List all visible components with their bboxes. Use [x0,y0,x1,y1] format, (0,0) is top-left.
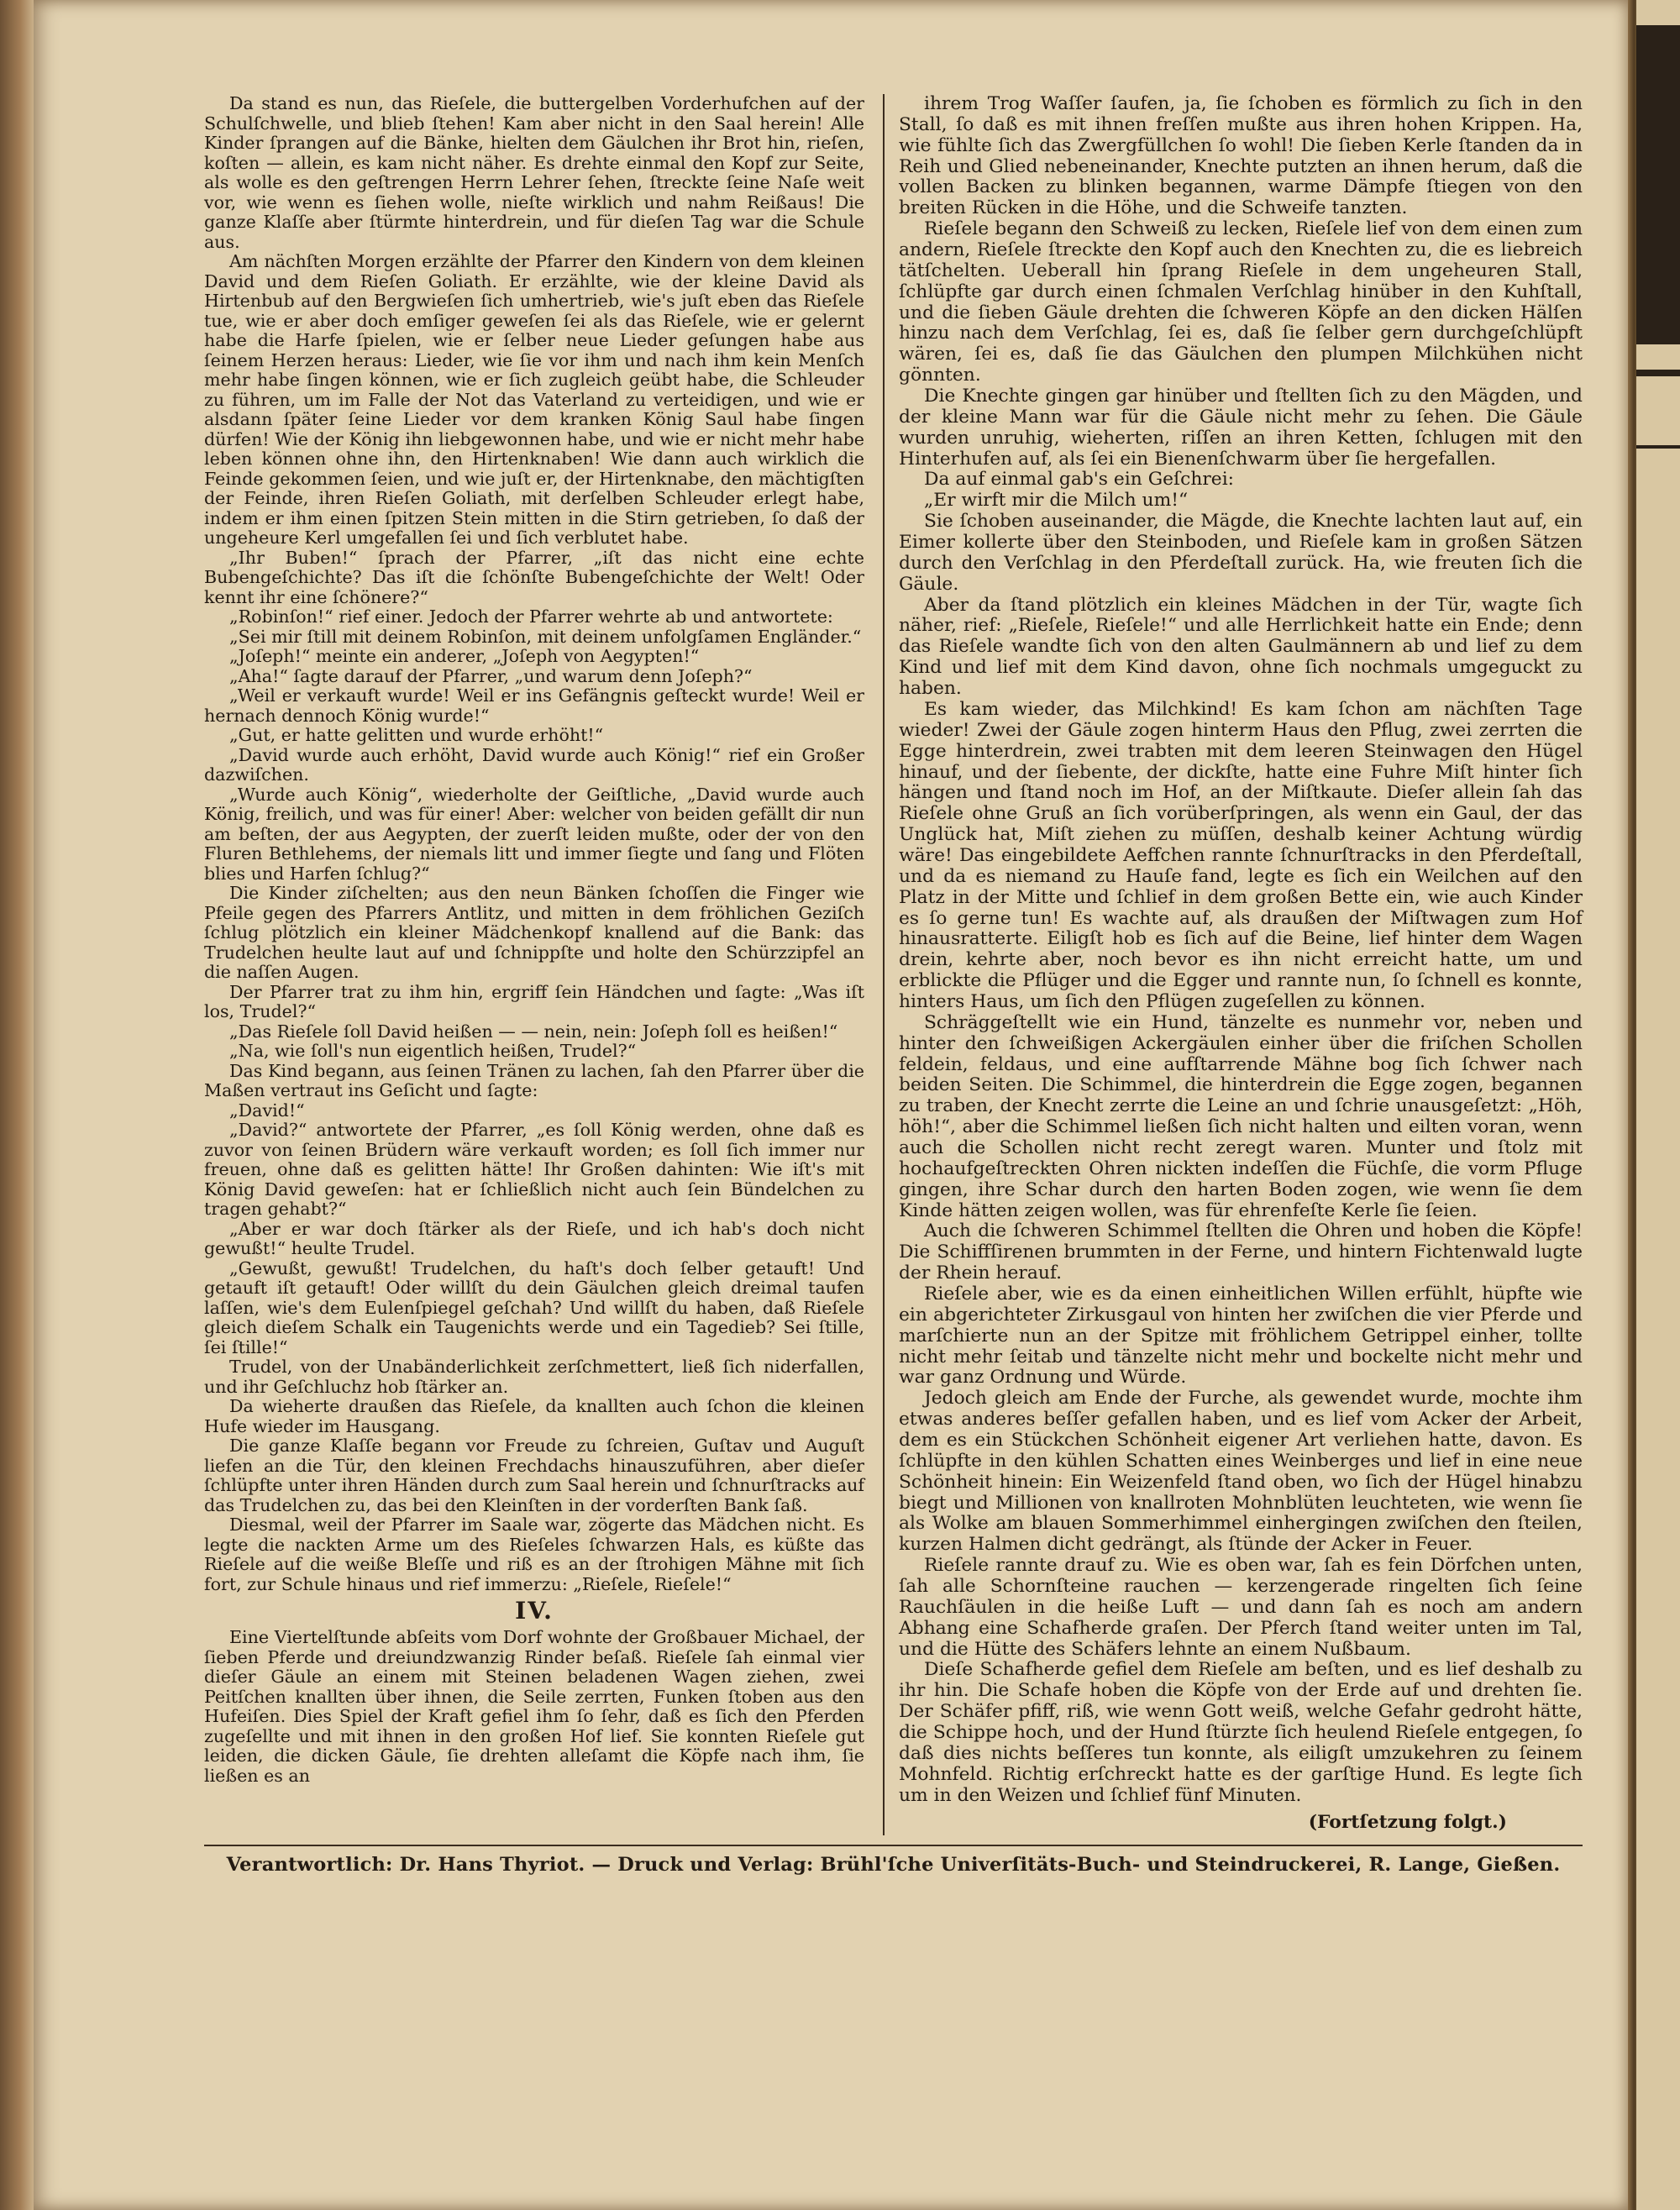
paragraph: „Aber er war doch ſtärker als der Rieſe, und ich hab's doch nicht gewußt!“ heulte Trudel. [204,1218,864,1258]
continuation-note: (Fortſetzung folgt.) [1308,1812,1507,1834]
paragraph: „Er wirft mir die Milch um!“ [924,490,1189,512]
paragraph: „Weil er verkauft wurde! Weil er ins Gefängnis geſteckt wurde! Weil er hernach dennoch König wurde!“ [204,685,864,726]
adjacent-page-dark-block [1636,25,1680,344]
paragraph: „Gewußt, gewußt! Trudelchen, du haſt's doch ſelber getauft! Und getauft iſt getauft! Oder willſt du dein Gäulchen gleich dreimal taufen laſſen, wie's dem Eulenſpiegel geſchah? Und willſt du haben, daß Rieſele gleich dieſem Schalk ein Taugenichts werde und ein Tagedieb? Sei ſtille, ſei ſtille!“ [204,1257,864,1357]
paragraph: Die Kinder ziſchelten; aus den neun Bänken ſchoſſen die Finger wie Pfeile gegen des Pfarrers Antlitz, und mitten in dem fröhlichen Geziſch ſchlug plötzlich ein kleiner Mädchenkopf knallend auf die Bank: das Trudelchen heulte laut auf und ſchnippſte und holte den Schürzzipfel an die naſſen Augen. [204,883,864,982]
adjacent-page-rule [1636,445,1680,449]
paragraph: Es kam wieder, das Milchkind! Es kam ſchon am nächſten Tage wieder! Zwei der Gäule zogen hinterm Haus den Pflug, zwei zerrten die Egge hinterdrein, zwei trabten mit dem leeren Steinwagen den Hügel hinauf, und der ſiebente, der dickſte, hatte eine Fuhre Miſt hinter ſich hängen und ſtand noch im Hof, an der Miſtkaute. Dieſer allein ſah das Rieſele ohne Gruß an ſich vorüberſpringen, als wenn ein Gaul, der das Unglück hat, Miſt ziehen zu müſſen, deshalb keiner Achtung würdig wäre! Das eingebildete Aeffchen rannte ſchnurſtracks in den Pferdeſtall, und da es niemand zu Hauſe fand, legte es ſich ein Weilchen auf den Platz in der Mitte und ſchlief in dem großen Bette ein, wie auch Kinder es ſo gerne tun! Es wachte auf, als draußen der Miſtwagen zum Hof hinausratterte. Eiligſt hob es ſich auf die Beine, lief hinter dem Wagen drein, kehrte aber, noch bevor es ihn nicht erreicht hatte, um und erblickte die Pflüger und die Egger und rannte nun, ſo ſchnell es konnte, hinters Haus, um ſich den Pflügen zugeſellen zu können. [899,698,1583,1012]
paragraph: „Robinſon!“ rief einer. Jedoch der Pfarrer wehrte ab und antwortete: [229,606,833,627]
paragraph: „Sei mir ſtill mit deinem Robinſon, mit deinem unfolgſamen Engländer.“ [229,626,862,647]
paragraph: „Wurde auch König“, wiederholte der Geiſtliche, „David wurde auch König, freilich, und was für einer! Aber: welcher von beiden gefällt dir nun am beſten, der aus Aegypten, der zuerſt leiden mußte, oder der von den Fluren Bethlehems, der niemals litt und immer ſiegte und ſang und Flöten blies und Harfen ſchlug?“ [204,784,864,884]
paragraph: Schräggeſtellt wie ein Hund, tänzelte es nunmehr vor, neben und hinter den ſchweißigen Ackergäulen einher über die friſchen Schollen feldein, feldaus, und eine aufſtarrende Mähne bog ſich ſchwer nach beiden Seiten. Die Schimmel, die hinterdrein die Egge zogen, begannen zu traben, der Knecht zerrte die Leine an und ſchrie unausgeſetzt: „Höh, höh!“, aber die Schimmel ließen ſich nicht halten und eilten voran, wenn auch die Schollen nicht recht zeregt waren. Munter und ſtolz mit hochaufgeſtreckten Ohren nickten indeſſen die Füchſe, die vorm Pfluge gingen, ihre Schar durch den harten Boden zogen, wie wenn ſie dem Kinde hätten zeigen wollen, was für ehrenfeſte Kerle ſie ſeien. [899,1011,1583,1221]
paragraph: ihrem Trog Waſſer ſaufen, ja, ſie ſchoben es förmlich zu ſich in den Stall, ſo daß es mit ihnen freſſen mußte aus ihren hohen Krippen. Ha, wie fühlte ſich das Zwergfüllchen ſo wohl! Die ſieben Kerle ſtanden da in Reih und Glied nebeneinander, Knechte putzten an ihnen herum, daß die vollen Backen zu blinken begannen, warme Dämpfe ſtiegen von den breiten Rücken in die Höhe, und die Schweife tanzten. [899,93,1583,219]
left-paragraphs-after-heading [204,1628,864,1786]
paragraph: „Joſeph!“ meinte ein anderer, „Joſeph von Aegypten!“ [229,646,700,666]
paragraph: „Na, wie ſoll's nun eigentlich heißen, Trudel?“ [229,1041,637,1061]
text-column-right [899,94,1583,1834]
column-divider [883,94,885,1835]
paragraph: Der Pfarrer trat zu ihm hin, ergriff ſein Händchen und ſagte: „Was iſt los, Trudel?“ [204,981,864,1021]
paragraph: Rieſele aber, wie es da einen einheitlichen Willen erfühlt, hüpfte wie ein abgerichteter Zirkusgaul von hinten her zwiſchen die vier Pferde und marſchierte nun an der Spitze mit fröhlichem Getrippel einher, tollte nicht mehr ſeitab und tänzelte nicht mehr und bockelte nicht mehr und war ganz Ordnung und Würde. [899,1283,1583,1388]
paragraph: „Ihr Buben!“ ſprach der Pfarrer, „iſt das nicht eine echte Bubengeſchichte? Das iſt die ſchönſte Bubengeſchichte der Welt! Oder kennt ihr eine ſchönere?“ [204,547,864,607]
paragraph: Rieſele rannte drauf zu. Wie es oben war, ſah es fein Dörfchen unten, ſah alle Schornſteine rauchen — kerzengerade ringelten ſich ſeine Rauchſäulen in die heiße Luft — und dann ſah es noch am andern Abhang eine Schafherde graſen. Der Pferch ſtand weiter unten im Tal, und die Hütte des Schäfers lehnte an einem Nußbaum. [899,1555,1583,1660]
text-column-left [204,94,864,1786]
paragraph: Da stand es nun, das Rieſele, die buttergelben Vorderhufchen auf der Schulſchwelle, und blieb ſtehen! Kam aber nicht in den Saal herein! Alle Kinder ſprangen auf die Bänke, hielten dem Gäulchen ihr Brot hin, rieſen, koſten — allein, es kam nicht näher. Es drehte einmal den Kopf zur Seite, als wolle es den geſtrengen Herrn Lehrer ſehen, ſtreckte ſeine Naſe weit vor, wie wenn es ſiehen wolle, nieſte wirklich und nahm Reißaus! Die ganze Klaſſe aber ſtürmte hinterdrein, und für dieſen Tag war die Schule aus. [204,93,864,252]
book-spine [0,0,34,2210]
paragraph: Das Kind begann, aus ſeinen Tränen zu lachen, ſah den Pfarrer über die Maßen vertraut ins Geſicht und ſagte: [204,1060,864,1100]
paragraph: „Gut, er hatte gelitten und wurde erhöht!“ [229,725,604,745]
footer-rule [204,1845,1583,1846]
paragraph: Die Knechte gingen gar hinüber und ſtellten ſich zu den Mägden, und der kleine Mann war für die Gäule nicht mehr zu ſehen. Die Gäule wurden unruhig, wieherten, riſſen an ihren Ketten, ſchlugen mit den Hinterhufen auf, als ſei ein Bienenſchwarm über ſie hergefallen. [899,386,1583,470]
page-edge-shadow [1628,0,1635,2210]
paragraph: „David!“ [229,1100,305,1121]
paragraph: Auch die ſchweren Schimmel ſtellten die Ohren und hoben die Köpfe! Die Schiffſirenen brummten in der Ferne, und hintern Fichtenwald lugte der Rhein herauf. [899,1220,1583,1284]
imprint-line: Verantwortlich: Dr. Hans Thyriot. — Druck und Verlag: Brühl'ſche Univerſitäts-Buch- und Steindruckerei, R. Lange, Gießen. [226,1854,1561,1876]
paragraph: Sie ſchoben auseinander, die Mägde, die Knechte lachten laut auf, ein Eimer kollerte über den Steinboden, und Rieſele kam in großen Sätzen durch den Verſchlag in den Pferdeſtall zurück. Ha, wie freuten ſich die Gäule. [899,511,1583,595]
paragraph: Am nächſten Morgen erzählte der Pfarrer den Kindern von dem kleinen David und dem Rieſen Goliath. Er erzählte, wie der kleine David als Hirtenbub auf den Bergwieſen ſich umhertrieb, wie's juſt eben das Rieſele tue, wie er aber doch emſiger geweſen ſei als das Rieſele, wie er gelernt habe die Harfe ſpielen, wie er ſelber neue Lieder geſungen habe aus ſeinem Herzen heraus: Lieder, wie ſie vor ihm und nach ihm kein Menſch mehr habe ſingen können, wie er ſich zugleich geübt habe, die Schleuder zu führen, um im Falle der Not das Vaterland zu verteidigen, und wie er alsdann ſpäter ſeine Lieder vor dem kranken König Saul habe ſingen dürfen! Wie der König ihn liebgewonnen habe, und wie er nicht mehr habe leben können ohne ihn, den Hirtenknaben! Wie dann auch wirklich die Feinde gekommen ſeien, und wie juſt er, der Hirtenknabe, den mächtigſten der Feinde, ihren Rieſen Goliath, mit derſelben Schleuder erlegt habe, indem er ihm einen ſpitzen Stein mitten in die Stirn getrieben, ſo daß der ungeheure Kerl umgefallen ſei und ſich verblutet habe. [204,251,864,548]
paragraph: Rieſele begann den Schweiß zu lecken, Rieſele lief von dem einen zum andern, Rieſele ſtreckte den Kopf auch den Knechten zu, die es liebreich tätſchelten. Ueberall hin ſprang Rieſele in dem ungeheuren Stall, ſchlüpfte gar durch einen ſchmalen Verſchlag hinüber in den Kuhſtall, und die ſieben Gäule drehten die ſchweren Köpfe an den dicken Hälſen hinzu nach dem Verſchlag, ſei es, daß ſie ſelber gern durchgeſchlüpft wären, ſei es, daß ſie das Gäulchen den plumpen Milchkühen nicht gönnten. [899,218,1583,386]
paragraph: Eine Viertelſtunde abſeits vom Dorf wohnte der Großbauer Michael, der ſieben Pferde und dreiundzwanzig Rinder beſaß. Rieſele ſah einmal vier dieſer Gäule an einem mit Steinen beladenen Wagen ziehen, zwei Peitſchen knallten über ihnen, die Seile zerrten, Funken ſtoben aus den Hufeiſen. Dies Spiel der Kraft gefiel ihm ſo ſehr, daß es ſich den Pferden zugeſellte und mit ihnen in den großen Hof lief. Sie konnten Rieſele gut leiden, die dicken Gäule, ſie drehten alleſamt die Köpfe nach ihm, ſie ließen es an [204,1627,864,1786]
paragraph: Trudel, von der Unabänderlichkeit zerſchmettert, ließ ſich niderfallen, und ihr Geſchluchz hob ſtärker an. [204,1357,864,1397]
right-paragraphs [899,94,1583,1806]
paragraph: Da auf einmal gab's ein Geſchrei: [924,469,1235,491]
paragraph: Jedoch gleich am Ende der Furche, als gewendet wurde, mochte ihm etwas anderes beſſer gefallen haben, und es lief vom Acker der Arbeit, dem es ein Stückchen Schönheit eigener Art verliehen hatte, davon. Es ſchlüpfte in den kühlen Schatten eines Weinberges und lief in eine neue Schönheit hinein: Ein Weizenfeld ſtand oben, wo ſich der Hügel hinabzu biegt und Millionen von knallroten Mohnblüten leuchteten, wie wenn ſie als Wolke am blauen Sommerhimmel einhergingen zwiſchen den ſteilen, kurzen Halmen dicht gedrängt, als ſtünde der Acker in Feuer. [899,1388,1583,1556]
paragraph: Die ganze Klaſſe begann vor Freude zu ſchreien, Guſtav und Auguſt liefen an die Tür, den kleinen Frechdachs hinauszuführen, aber dieſer ſchlüpfte unter ihren Händen durch zum Saal herein und ſchnurſtracks auf das Trudelchen zu, das bei den Kleinſten in der vorderſten Bank ſaß. [204,1436,864,1515]
adjacent-page-rule [1636,370,1680,376]
paragraph: „Aha!“ ſagte darauf der Pfarrer, „und warum denn Joſeph?“ [229,665,753,686]
adjacent-page-edge [1635,0,1680,2210]
paragraph: Diesmal, weil der Pfarrer im Saale war, zögerte das Mädchen nicht. Es legte die nackten Arme um des Rieſeles ſchwarzen Hals, es küßte das Rieſele auf die weiße Bleſſe und riß es an der ſtrohigen Mähne mit ſich fort, zur Schule hinaus und rief immerzu: „Rieſele, Rieſele!“ [204,1514,864,1594]
paragraph: „Das Rieſele ſoll David heißen — — nein, nein: Joſeph ſoll es heißen!“ [229,1021,838,1042]
section-heading: IV. [515,1597,554,1625]
paragraph: „David?“ antwortete der Pfarrer, „es ſoll König werden, ohne daß es zuvor von ſeinen Brüdern wäre verkauft worden; es ſoll ſich immer nur freuen, ohne daß es gelitten hätte! Ihr Großen dahinten: Wie iſt's mit König David geweſen: hat er ſchließlich nicht auch ſein Bündelchen zu tragen gehabt?“ [204,1120,864,1219]
paragraph: Aber da ſtand plötzlich ein kleines Mädchen in der Tür, wagte ſich näher, rief: „Rieſele, Rieſele!“ und alle Herrlichkeit hatte ein Ende; denn das Rieſele wandte ſich von den alten Gaulmännern ab und lief zu dem Kind und lief mit dem Kind davon, ohne ſich nochmals umgeguckt zu haben. [899,594,1583,700]
paragraph: Da wieherte draußen das Rieſele, da knallten auch ſchon die kleinen Hufe wieder im Hausgang. [204,1396,864,1436]
paragraph: „David wurde auch erhöht, David wurde auch König!“ rief ein Großer dazwiſchen. [204,744,864,785]
left-paragraphs [204,94,864,1594]
paragraph: Dieſe Schafherde gefiel dem Rieſele am beſten, und es lief deshalb zu ihr hin. Die Schafe hoben die Köpfe von der Erde auf und drehten ſie. Der Schäfer pfiff, riß, wie wenn Gott weiß, welche Gefahr gedroht hätte, die Schippe hoch, und der Hund ſtürzte ſich heulend Rieſele entgegen, ſo daß dies nichts beſſeres tun konnte, als eiligſt umzukehren zu ſeinem Mohnfeld. Richtig erſchreckt hatte es der garſtige Hund. Es legte ſich um in den Weizen und ſchlief fünf Minuten. [899,1659,1583,1806]
